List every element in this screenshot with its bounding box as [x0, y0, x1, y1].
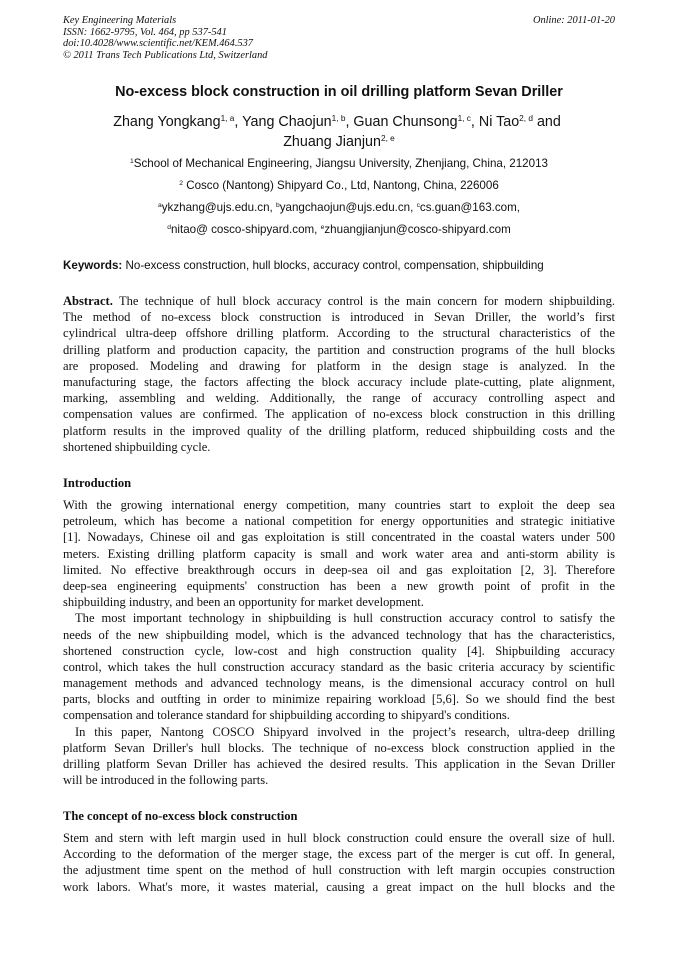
- author-sup: 2, d: [519, 113, 533, 124]
- author-name: Zhang Yongkang: [113, 114, 221, 130]
- author-line-2: [40, 132, 638, 152]
- paper-title: No-excess block construction in oil drilling platform Sevan Driller: [115, 84, 563, 100]
- email-sup: c: [416, 201, 420, 209]
- email-line-2: [40, 223, 638, 236]
- author-sep: ,: [345, 114, 354, 130]
- paragraph-line: shipbuilding industry, and been an opportunity for market development.: [63, 595, 424, 610]
- author-sup: 1, b: [331, 113, 346, 124]
- abstract-line: platform results in the improved quality of the drilling platform, reduced shipbuilding costs and the: [63, 423, 615, 438]
- journal-info: [63, 15, 267, 61]
- abstract-line: The method of no-excess block construction is introduced in Sevan Driller, the world’s first: [63, 310, 615, 325]
- author-name: Ni Tao: [478, 114, 520, 130]
- paragraph-line: drilling platform Sevan Driller has achieved the desired results. This application in the Sevan Driller: [63, 757, 615, 771]
- email-address: cs.guan@163.com,: [419, 201, 520, 214]
- author-sup: 1, a: [220, 113, 235, 124]
- paragraph-line: management methods and advanced technology means, is the dimensional accuracy control on hull: [63, 676, 615, 691]
- doi-line: doi:10.4028/www.scientific.net/KEM.464.537: [63, 38, 253, 50]
- paragraph-line: limited. No effective breakthrough occurs in deep-sea oil and gas exploitation [2, 3]. Therefore: [63, 562, 615, 577]
- abstract-line: shortened shipbuilding cycle.: [63, 439, 211, 454]
- email-address: ykzhang@ujs.edu.cn,: [161, 201, 276, 214]
- author-name: Yang Chaojun: [242, 114, 332, 130]
- paragraph-line: petroleum, which has become a national competition for energy opportunities and strategic initiative: [63, 514, 615, 529]
- paragraph-line: In this paper, Nantong COSCO Shipyard involved in the project’s research, ultra-deep drilling: [75, 724, 615, 739]
- keywords-label: Keywords:: [63, 259, 123, 272]
- paragraph-line: platform Sevan Driller's hull blocks. The technique of no-excess block construction applied in the: [63, 740, 615, 755]
- author-line-1: [40, 112, 638, 132]
- author-sep: ,: [234, 114, 243, 130]
- abstract-line: are proposed. Modeling and drawing for platform in the design stage is analyzed. In the: [63, 358, 615, 373]
- author-sep: ,: [470, 114, 479, 130]
- paragraph-line: control, which takes the hull construction accuracy standard as the basic criteria accuracy by scientific: [63, 659, 615, 674]
- paragraph-line: Stem and stern with left margin used in hull block construction could ensure the overall size of hull.: [63, 831, 615, 845]
- abstract-line: compensation values are confirmed. The application of no-excess block construction in this drilling: [63, 407, 615, 422]
- abstract-line-text: The technique of hull block accuracy control is the main concern for modern shipbuilding.: [112, 294, 615, 308]
- email-sup: b: [275, 201, 280, 209]
- concept-body: [63, 830, 615, 895]
- email-address: zhuangjianjun@cosco-shipyard.com: [324, 223, 511, 236]
- affiliation-1: [40, 157, 638, 170]
- email-line-1: [40, 201, 638, 214]
- section-heading-concept: The concept of no-excess block construction: [63, 809, 298, 823]
- email-sup: d: [167, 223, 171, 231]
- paragraph-line: needs of the new shipbuilding model, which is the advanced technology that has the characteristics,: [63, 627, 615, 642]
- paragraph-line: With the growing international energy competition, many countries start to exploit the deep sea: [63, 498, 615, 512]
- paragraph-line: the adjustment time spent on the method of hull construction with left margin occupies construction: [63, 863, 615, 878]
- affiliation-sup: 2: [179, 179, 183, 187]
- paragraph-line: [1]. Nowadays, Chinese oil and gas exploitation is still concentrated in the coastal waters under 500: [63, 530, 615, 545]
- author-sep: and: [532, 114, 565, 130]
- email-address: yangchaojun@ujs.edu.cn,: [279, 201, 417, 214]
- paragraph-line: work labors. What's more, it wastes material, causing a great impact on the hull blocks and the: [63, 879, 615, 894]
- affiliation-text: School of Mechanical Engineering, Jiangsu University, Zhenjiang, China, 212013: [133, 157, 548, 170]
- abstract-label: Abstract.: [63, 294, 113, 308]
- affiliation-text: Cosco (Nantong) Shipyard Co., Ltd, Nantong, China, 226006: [182, 179, 499, 192]
- paragraph-line: deep-sea engineering equipments' construction has been a new growth point of profit in the: [63, 578, 615, 593]
- author-sup: 1, c: [457, 113, 471, 124]
- copyright-line: © 2011 Trans Tech Publications Ltd, Switzerland: [63, 49, 268, 61]
- paragraph-line: meters. Existing drilling platform capacity is small and work water area and anti-storm ability is: [63, 546, 615, 561]
- abstract: [63, 293, 615, 455]
- paragraph-line: The most important technology in shipbuilding is hull construction accuracy control to satisfy the: [75, 611, 615, 626]
- author-list: [40, 112, 638, 152]
- keywords: [63, 259, 544, 272]
- issn-line: ISSN: 1662-9795, Vol. 464, pp 537-541: [63, 26, 227, 38]
- author-sup: 2, e: [380, 133, 395, 144]
- abstract-line: [63, 293, 615, 309]
- author-name: Guan Chunsong: [353, 114, 458, 130]
- email-address: nitao@ cosco-shipyard.com,: [170, 223, 321, 236]
- keywords-text: No-excess construction, hull blocks, accuracy control, compensation, shipbuilding: [122, 259, 544, 272]
- abstract-line: manufacturing stage, the factors affecting the block accuracy include plate-cutting, plate alignment,: [63, 374, 615, 389]
- abstract-line: cylindrical ultra-deep offshore drilling platform. According to the structural characteristics of the: [63, 326, 615, 341]
- affiliation-2: [40, 179, 638, 192]
- abstract-line: drilling platform and production capacity, the partition and construction programs of the hull blocks: [63, 342, 615, 357]
- online-date: Online: 2011-01-20: [532, 15, 615, 26]
- abstract-line: marking, assembling and welding. Additionally, the range of accuracy controlling aspect and: [63, 391, 615, 406]
- author-name: Zhuang Jianjun: [283, 134, 381, 150]
- journal-name: Key Engineering Materials: [63, 15, 177, 26]
- paragraph-line: compensation and tolerance standard for shipbuilding according to shipyard's conditions.: [63, 708, 510, 723]
- email-sup: e: [320, 223, 325, 231]
- paragraph-line: will be introduced in the following parts.: [63, 773, 269, 788]
- section-heading-introduction: Introduction: [63, 476, 132, 490]
- paragraph-line: parts, blocks and outfting in order to minimize repairing workload [5,6]. So we should find the best: [63, 692, 615, 707]
- paragraph-line: shortened construction cycle, low-cost and high construction quality [4]. Shipbuilding accuracy: [63, 643, 615, 658]
- introduction-body: [63, 497, 615, 788]
- affiliation-sup: 1: [130, 157, 134, 165]
- email-sup: a: [157, 201, 162, 209]
- paragraph-line: According to the deformation of the merger stage, the excess part of the merger is cut off. In general,: [63, 847, 615, 862]
